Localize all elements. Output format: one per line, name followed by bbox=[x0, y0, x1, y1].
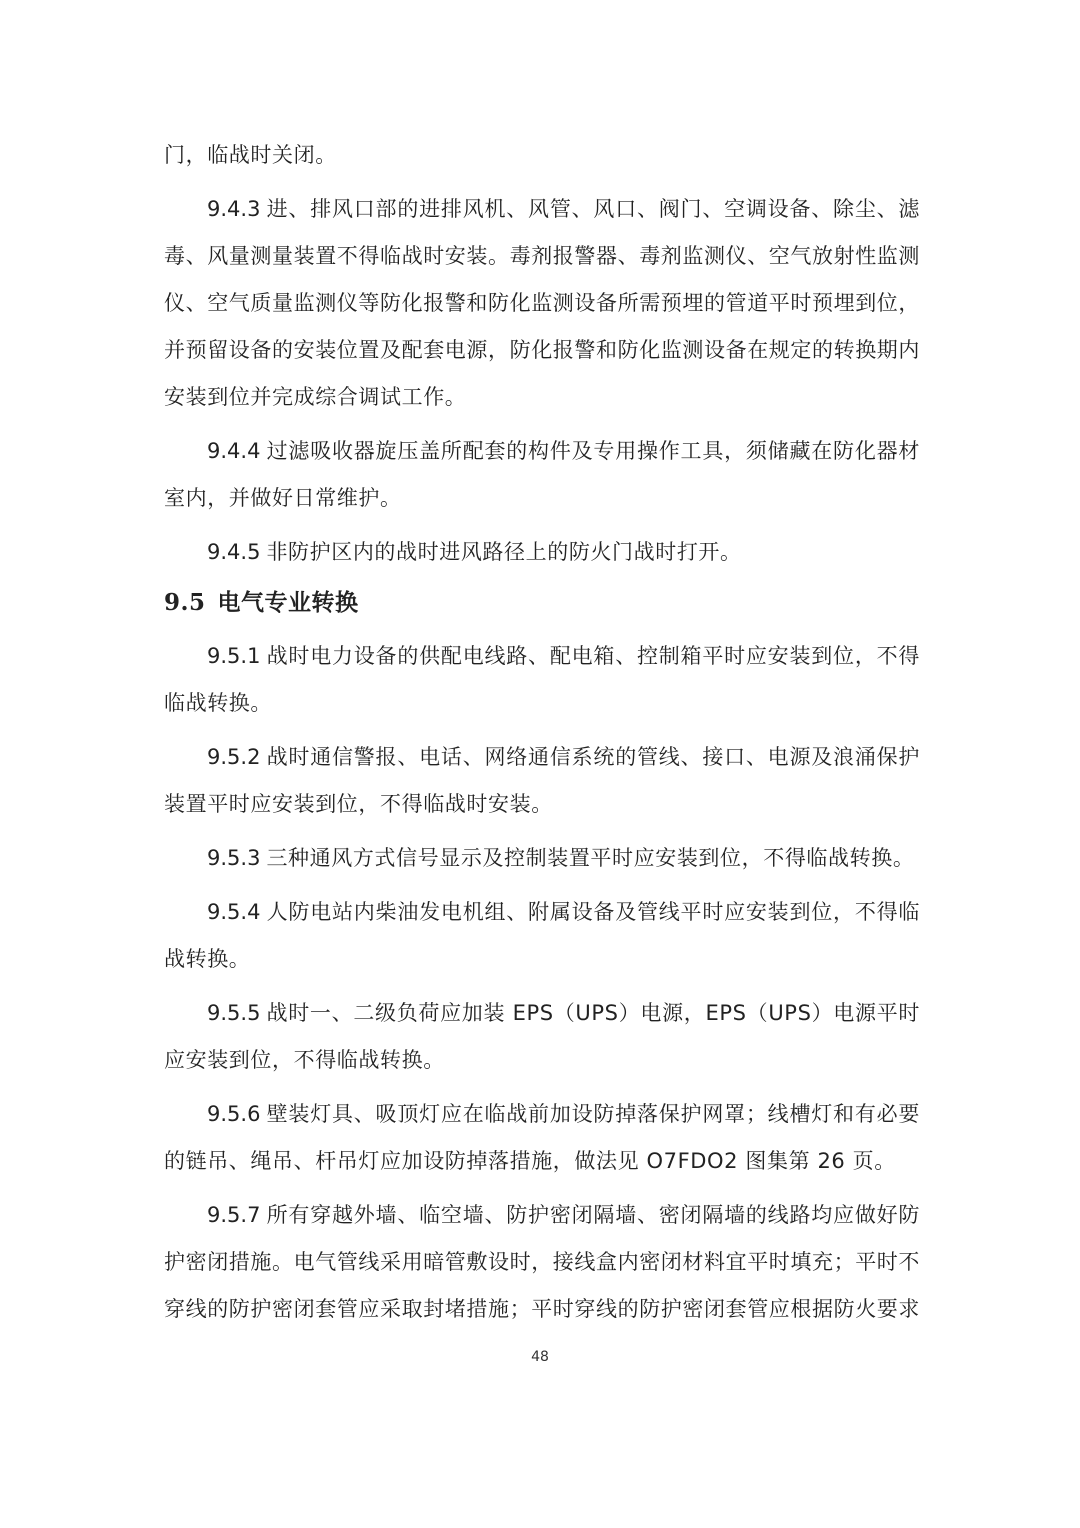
clause-9-5-3 bbox=[164, 835, 920, 882]
clause-text: 所有穿越外墙、临空墙、防护密闭隔墙、密闭隔墙的线路均应做好防护密闭措施。电气管线采用暗管敷设时，接线盒内密闭材料宜平时填充；平时不穿线的防护密闭套管应采取封堵措施；平时穿线的防护密闭套管应根据防火要求 bbox=[164, 1203, 920, 1321]
clause-9-4-4 bbox=[164, 428, 920, 522]
clause-text: 战时通信警报、电话、网络通信系统的管线、接口、电源及浪涌保护装置平时应安装到位，不得临战时安装。 bbox=[164, 745, 920, 816]
page-content bbox=[164, 132, 920, 1340]
clause-number: 9.4.3 bbox=[207, 197, 261, 221]
clause-number: 9.4.4 bbox=[207, 439, 261, 463]
section-title: 电气专业转换 bbox=[217, 590, 359, 616]
clause-9-4-5 bbox=[164, 529, 920, 576]
clause-number: 9.5.6 bbox=[207, 1102, 261, 1126]
clause-9-4-3 bbox=[164, 186, 920, 421]
section-heading bbox=[164, 583, 920, 623]
clause-9-5-6 bbox=[164, 1091, 920, 1185]
clause-number: 9.5.3 bbox=[207, 846, 261, 870]
clause-text: 人防电站内柴油发电机组、附属设备及管线平时应安装到位，不得临战转换。 bbox=[164, 900, 920, 971]
clause-number: 9.5.5 bbox=[207, 1001, 261, 1025]
clause-9-5-4 bbox=[164, 889, 920, 983]
clause-number: 9.5.2 bbox=[207, 745, 261, 769]
clause-text: 战时电力设备的供配电线路、配电箱、控制箱平时应安装到位，不得临战转换。 bbox=[164, 644, 920, 715]
clause-number: 9.4.5 bbox=[207, 540, 261, 564]
clause-text: 战时一、二级负荷应加装 EPS（UPS）电源，EPS（UPS）电源平时应安装到位，不得临战转换。 bbox=[164, 1001, 920, 1072]
clause-number: 9.5.4 bbox=[207, 900, 261, 924]
clause-text: 非防护区内的战时进风路径上的防火门战时打开。 bbox=[266, 540, 742, 564]
clause-text: 壁装灯具、吸顶灯应在临战前加设防掉落保护网罩；线槽灯和有必要的链吊、绳吊、杆吊灯应加设防掉落措施，做法见 O7FDO2 图集第 26 页。 bbox=[164, 1102, 920, 1173]
clause-number: 9.5.1 bbox=[207, 644, 261, 668]
clause-9-5-5 bbox=[164, 990, 920, 1084]
clause-number: 9.5.7 bbox=[207, 1203, 261, 1227]
clause-text: 三种通风方式信号显示及控制装置平时应安装到位，不得临战转换。 bbox=[266, 846, 915, 870]
section-number: 9.5 bbox=[164, 589, 206, 616]
continuation-text: 门，临战时关闭。 bbox=[164, 143, 337, 167]
clause-text: 进、排风口部的进排风机、风管、风口、阀门、空调设备、除尘、滤毒、风量测量装置不得临战时安装。毒剂报警器、毒剂监测仪、空气放射性监测仪、空气质量监测仪等防化报警和防化监测设备所需预埋的管道平时预埋到位，并预留设备的安装位置及配套电源，防化报警和防化监测设备在规定的转换期内安装到位并完成综合调试工作。 bbox=[164, 197, 920, 409]
clause-text: 过滤吸收器旋压盖所配套的构件及专用操作工具，须储藏在防化器材室内，并做好日常维护。 bbox=[164, 439, 920, 510]
clause-9-5-1 bbox=[164, 633, 920, 727]
clause-9-5-2 bbox=[164, 734, 920, 828]
clause-9-5-7 bbox=[164, 1192, 920, 1333]
page-number: 48 bbox=[531, 1349, 549, 1365]
